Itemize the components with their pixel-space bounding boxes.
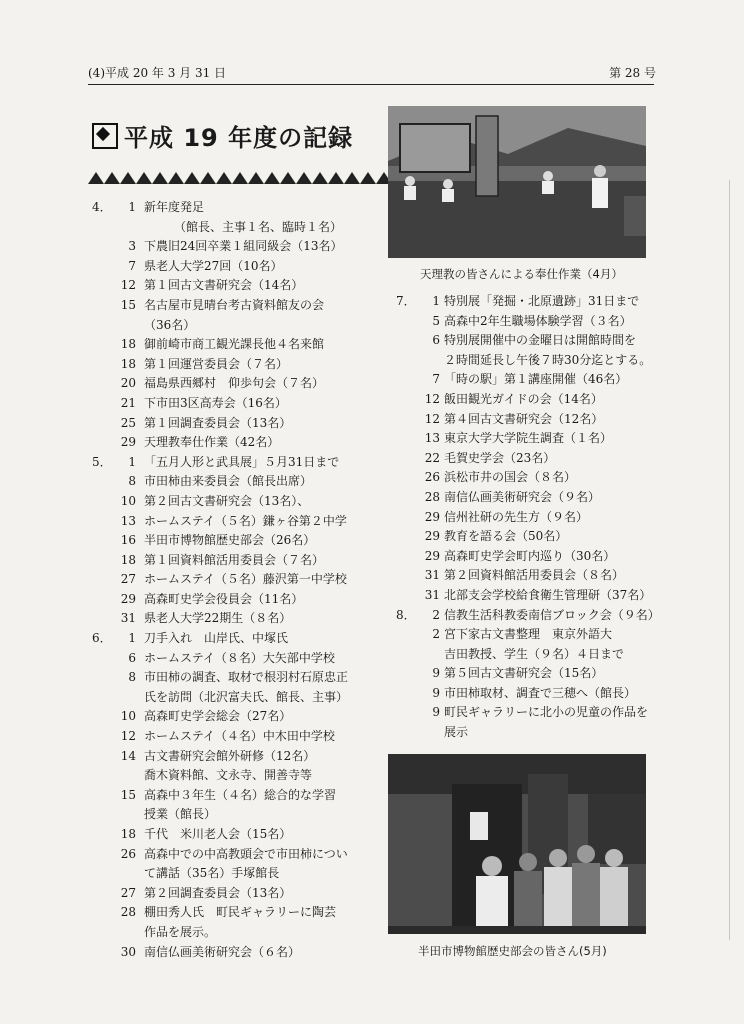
record-entry (92, 649, 382, 669)
record-day: 12 (424, 391, 440, 406)
record-entry (92, 864, 382, 884)
record-day: 20 (120, 376, 136, 391)
record-entry (92, 276, 382, 296)
record-text: 南信仏画美術研究会（９名） (444, 489, 601, 504)
record-day: 7 (432, 372, 440, 387)
photo-museum-caption: 半田市博物館歴史部会の皆さん(5月) (418, 944, 607, 958)
record-text: （館長、主事１名、臨時１名） (144, 219, 343, 234)
record-entry (396, 645, 666, 665)
record-text: 高森中での中高教頭会で市田柿につい (144, 846, 348, 861)
record-entry (92, 747, 382, 767)
record-text: 県老人大学22期生（８名） (144, 611, 292, 626)
record-text: 北部支会学校給食衛生管理研（37名） (444, 587, 652, 602)
header-rule (88, 84, 654, 85)
record-text: 刀手入れ 山岸氏、中塚氏 (144, 631, 289, 646)
record-entry (396, 449, 666, 469)
record-text: 棚田秀人氏 町民ギャラリーに陶芸 (144, 905, 337, 920)
record-entry (92, 414, 382, 434)
record-day: 29 (120, 435, 136, 450)
record-day: 9 (432, 666, 440, 681)
header-issue: 第 28 号 (609, 66, 656, 80)
record-text: 「五月人形と武具展」５月31日まで (144, 454, 340, 469)
record-text: 天理教奉仕作業（42名） (144, 435, 280, 450)
record-text: （36名） (144, 317, 196, 332)
record-day: 30 (120, 944, 136, 959)
record-day: 13 (424, 431, 440, 446)
record-day: 31 (424, 568, 440, 583)
record-day: 18 (120, 552, 136, 567)
record-text: 高森町史学会町内巡り（30名） (444, 548, 616, 563)
record-day: 15 (120, 297, 136, 312)
record-entry (92, 727, 382, 747)
record-entry (396, 312, 666, 332)
record-text: 吉田教授、学生（９名）４日まで (444, 646, 625, 661)
record-day: 28 (120, 905, 136, 920)
record-entry (92, 707, 382, 727)
record-day: 26 (120, 846, 136, 861)
record-entry (396, 468, 666, 488)
header-date: (4)平成 20 年 3 月 31 日 (88, 66, 227, 80)
record-text: 福島県西郷村 仰歩句会（７名） (144, 376, 325, 391)
record-text: 千代 米川老人会（15名） (144, 827, 292, 841)
record-entry (92, 198, 382, 218)
record-text: 新年度発足 (144, 200, 205, 214)
record-day: 18 (120, 337, 136, 352)
record-text: 宮下家古文書整理 東京外語大 (444, 627, 613, 642)
record-text: 展示 (444, 725, 469, 740)
record-entry (92, 355, 382, 375)
record-day: 9 (432, 705, 440, 720)
record-day: 8 (128, 474, 136, 489)
record-text: 毛賀史学会（23名） (444, 450, 556, 465)
record-entry (396, 370, 666, 390)
section-title-text: 平成 19 年度の記録 (124, 124, 354, 152)
record-entry (396, 488, 666, 508)
record-month: 6． (92, 631, 112, 646)
record-entry (396, 429, 666, 449)
record-entry (396, 586, 666, 606)
record-entry (396, 547, 666, 567)
record-day: 10 (120, 709, 136, 724)
record-entry (92, 492, 382, 512)
record-text: 第１回資料館活用委員会（７名） (144, 552, 325, 567)
record-text: 飯田観光ガイドの会（14名） (444, 391, 603, 406)
photo-volunteer-work (388, 106, 646, 258)
record-day: 18 (120, 356, 136, 371)
record-entry (92, 786, 382, 806)
record-text: ホームステイ（５名）鎌ヶ谷第２中学 (144, 513, 347, 528)
record-text: 第１回運営委員会（７名） (144, 356, 289, 371)
record-text: て講話（35名）手塚館長 (144, 866, 280, 881)
record-text: 教育を語る会（50名） (444, 529, 568, 544)
record-entry (92, 453, 382, 473)
record-day: 13 (120, 513, 136, 528)
record-entry (92, 668, 382, 688)
record-entry (92, 688, 382, 708)
record-day: 7 (128, 258, 136, 273)
record-entry (92, 570, 382, 590)
record-entry (92, 296, 382, 316)
record-text: 市田柿取材、調査で三穂へ（館長） (444, 685, 637, 700)
record-day: 6 (128, 650, 136, 665)
section-title (92, 118, 392, 153)
record-text: 喬木資料館、文永寺、開善寺等 (144, 768, 313, 783)
record-entry (92, 923, 382, 943)
record-text: 市田柿由来委員会（館長出席） (144, 474, 313, 489)
record-month: 5． (92, 454, 112, 469)
record-text: ２時間延長し午後７時30分迄とする。 (444, 352, 652, 367)
record-text: 特別展開催中の金曜日は開館時間を (444, 333, 637, 348)
record-text: 南信仏画美術研究会（６名） (144, 944, 301, 959)
record-text: 第１回古文書研究会（14名） (144, 278, 304, 293)
record-day: 1 (128, 631, 136, 646)
record-text: 下市田3区高寿会（16名） (144, 395, 287, 410)
record-text: 信教生活科教委南信ブロック会（９名） (444, 607, 660, 622)
record-day: 6 (432, 333, 440, 348)
record-day: 29 (424, 548, 440, 563)
record-day: 31 (424, 587, 440, 602)
record-entry (92, 512, 382, 532)
record-day: 1 (128, 454, 136, 469)
record-text: 信州社研の先生方（９名） (444, 509, 589, 524)
record-entry (396, 508, 666, 528)
record-entry (92, 943, 382, 963)
record-entry (396, 703, 666, 723)
record-day: 9 (432, 685, 440, 700)
record-entry (92, 629, 382, 649)
record-entry (396, 723, 666, 743)
record-day: 29 (424, 509, 440, 524)
record-text: 県老人大学27回（10名） (144, 258, 283, 273)
record-entry (396, 527, 666, 547)
record-entry (396, 625, 666, 645)
record-text: 高森町史学会役員会（11名） (144, 591, 304, 606)
record-day: 5 (432, 313, 440, 328)
record-day: 29 (424, 529, 440, 544)
record-text: 第２回調査委員会（13名） (144, 885, 292, 900)
record-month: 7． (396, 294, 416, 308)
record-day: 1 (432, 294, 440, 308)
record-day: 29 (120, 591, 136, 606)
record-text: 第１回調査委員会（13名） (144, 415, 292, 430)
record-text: 授業（館長） (144, 807, 217, 822)
right-column-records (396, 292, 666, 743)
record-entry (396, 331, 666, 351)
record-entry (92, 766, 382, 786)
record-day: 1 (128, 200, 136, 214)
record-entry (92, 825, 382, 845)
record-text: 高森町史学会総会（27名） (144, 709, 292, 724)
record-text: 浜松市井の国会（８名） (444, 470, 577, 485)
record-text: 作品を展示。 (144, 924, 217, 939)
record-day: 3 (128, 239, 136, 254)
record-text: 第４回古文書研究会（12名） (444, 411, 604, 426)
record-entry (92, 218, 382, 238)
left-column-records (92, 198, 382, 962)
record-text: 第２回資料館活用委員会（８名） (444, 568, 625, 583)
record-text: 「時の駅」第１講座開催（46名） (444, 372, 628, 387)
record-entry (92, 609, 382, 629)
record-text: 第２回古文書研究会（13名）、 (144, 493, 310, 508)
record-day: 10 (120, 493, 136, 508)
record-entry (92, 433, 382, 453)
record-entry (92, 590, 382, 610)
record-day: 21 (120, 395, 136, 410)
record-entry (92, 335, 382, 355)
record-entry (396, 684, 666, 704)
record-day: 12 (424, 411, 440, 426)
record-text: ホームステイ（５名）藤沢第一中学校 (144, 572, 347, 587)
record-day: 2 (432, 607, 440, 622)
page-header (88, 64, 656, 82)
diamond-icon (92, 123, 118, 149)
record-day: 28 (424, 489, 440, 504)
record-month: 4． (92, 200, 112, 214)
record-day: 25 (120, 415, 136, 430)
record-day: 22 (424, 450, 440, 465)
record-text: 高森中2年生職場体験学習（３名） (444, 313, 632, 328)
record-entry (92, 551, 382, 571)
record-day: 27 (120, 572, 136, 587)
record-entry (92, 845, 382, 865)
record-entry (92, 257, 382, 277)
record-entry (92, 394, 382, 414)
zigzag-divider (88, 168, 388, 184)
record-day: 15 (120, 787, 136, 802)
record-day: 12 (120, 278, 136, 293)
record-entry (396, 566, 666, 586)
record-entry (92, 531, 382, 551)
record-text: 第５回古文書研究会（15名） (444, 666, 604, 681)
record-entry (396, 390, 666, 410)
record-entry (396, 351, 666, 371)
record-text: 下農旧24回卒業１組同級会（13名） (144, 239, 343, 254)
record-entry (92, 374, 382, 394)
record-day: 16 (120, 533, 136, 548)
record-entry (396, 664, 666, 684)
record-text: 高森中３年生（４名）総合的な学習 (144, 787, 337, 802)
record-text: 町民ギャラリーに北小の児童の作品を (444, 705, 649, 720)
record-text: 半田市博物館歴史部会（26名） (144, 533, 316, 548)
record-day: 18 (120, 827, 136, 841)
record-entry (396, 606, 666, 626)
record-text: 市田柿の調査、取材で根羽村石原忠正 (144, 670, 349, 685)
record-text: 特別展「発掘・北原遺跡」31日まで (444, 294, 640, 308)
record-entry (396, 292, 666, 312)
record-text: 東京大学大学院生調査（１名） (444, 431, 613, 446)
record-entry (92, 237, 382, 257)
record-text: 古文書研究会館外研修（12名） (144, 748, 316, 763)
photo-museum-group (388, 754, 646, 934)
record-text: 御前崎市商工観光課長他４名来館 (144, 337, 325, 352)
record-entry (92, 472, 382, 492)
record-day: 8 (128, 670, 136, 685)
page-edge-shadow (729, 180, 730, 940)
record-text: 名古屋市見晴台考古資料館友の会 (144, 297, 325, 312)
record-entry (92, 316, 382, 336)
record-day: 26 (424, 470, 440, 485)
record-day: 14 (120, 748, 136, 763)
record-text: 氏を訪問（北沢富夫氏、館長、主事） (144, 689, 349, 704)
record-month: 8． (396, 607, 416, 622)
record-day: 12 (120, 729, 136, 744)
record-entry (396, 410, 666, 430)
record-entry (92, 805, 382, 825)
record-text: ホームステイ（８名）大矢部中学校 (144, 650, 335, 665)
photo-volunteer-caption: 天理教の皆さんによる奉仕作業（4月） (420, 267, 623, 281)
record-day: 31 (120, 611, 136, 626)
record-day: 2 (432, 627, 440, 642)
record-text: ホームステイ（４名）中木田中学校 (144, 729, 335, 744)
record-entry (92, 903, 382, 923)
record-day: 27 (120, 885, 136, 900)
record-entry (92, 884, 382, 904)
